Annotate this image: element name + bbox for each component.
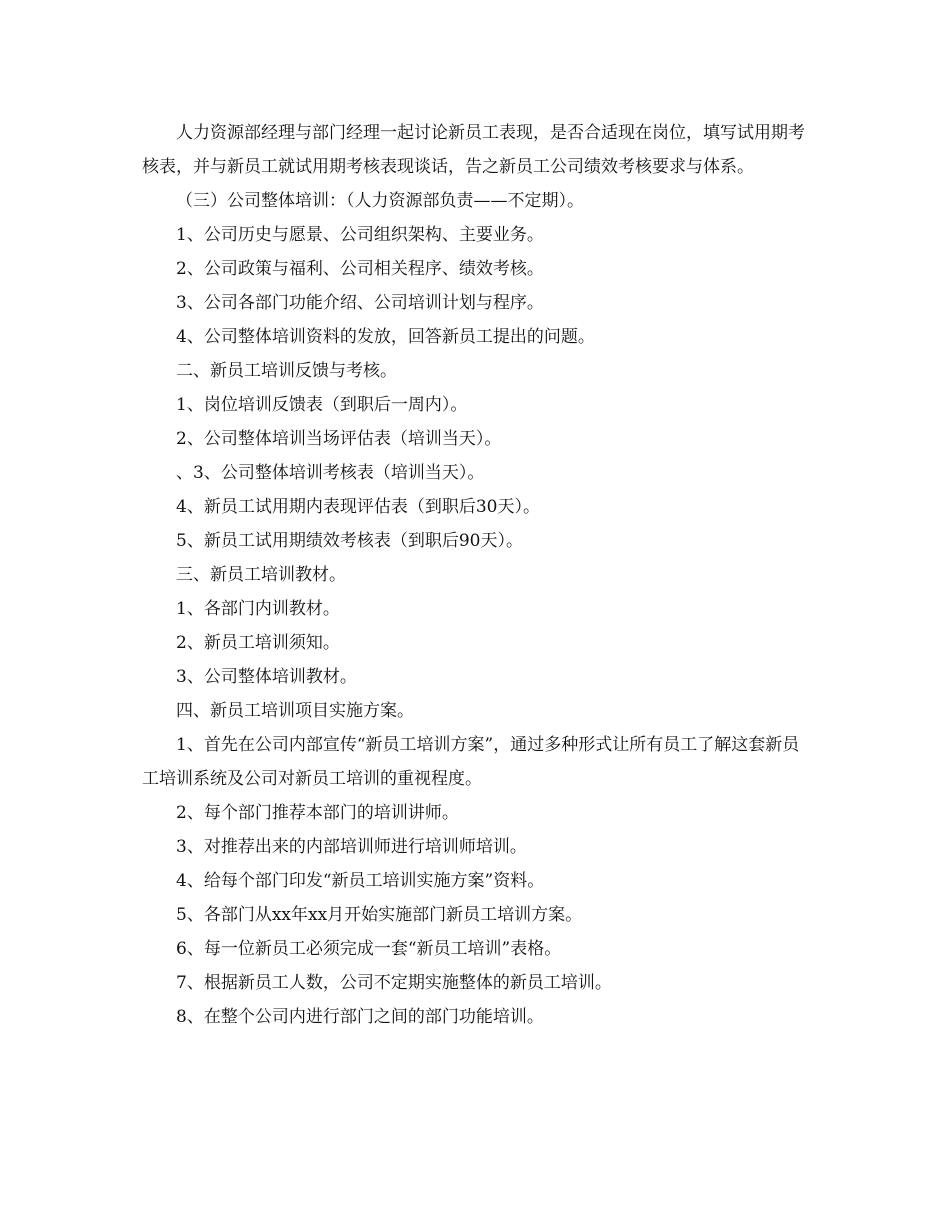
paragraph: 2、公司政策与福利、公司相关程序、绩效考核。: [176, 259, 544, 279]
paragraph: 2、每个部门推荐本部门的培训讲师。: [176, 803, 459, 823]
paragraph: 4、给每个部门印发“新员工培训实施方案”资料。: [176, 871, 545, 891]
paragraph: 3、公司整体培训教材。: [176, 667, 357, 687]
paragraph: 三、新员工培训教材。: [176, 565, 346, 585]
paragraph: 4、公司整体培训资料的发放，回答新员工提出的问题。: [176, 327, 595, 347]
paragraph: 1、岗位培训反馈表（到职后一周内）。: [176, 395, 468, 415]
paragraph: 二、新员工培训反馈与考核。: [176, 361, 397, 381]
paragraph: 1、公司历史与愿景、公司组织架构、主要业务。: [176, 225, 544, 245]
paragraph: 5、新员工试用期绩效考核表（到职后90天）。: [176, 531, 523, 551]
paragraph: 、3、公司整体培训考核表（培训当天）。: [176, 463, 485, 483]
paragraph: 2、新员工培训须知。: [176, 633, 340, 653]
document-body: [142, 116, 810, 1034]
paragraph: 8、在整个公司内进行部门之间的部门功能培训。: [176, 1007, 544, 1027]
paragraph: 四、新员工培训项目实施方案。: [176, 701, 414, 721]
paragraph: 7、根据新员工人数，公司不定期实施整体的新员工培训。: [176, 973, 612, 993]
paragraph: 3、对推荐出来的内部培训师进行培训师培训。: [176, 837, 527, 857]
paragraph: 1、各部门内训教材。: [176, 599, 340, 619]
paragraph: 人力资源部经理与部门经理一起讨论新员工表现，是否合适现在岗位，填写试用期考核表，并与新员工就试用期考核表现谈话，告之新员工公司绩效考核要求与体系。: [142, 123, 805, 177]
paragraph: 1、首先在公司内部宣传“新员工培训方案”，通过多种形式让所有员工了解这套新员工培训系统及公司对新员工培训的重视程度。: [142, 735, 800, 789]
paragraph: 6、每一位新员工必须完成一套“新员工培训”表格。: [176, 939, 562, 959]
paragraph: 2、公司整体培训当场评估表（培训当天）。: [176, 429, 502, 449]
paragraph: 3、公司各部门功能介绍、公司培训计划与程序。: [176, 293, 544, 313]
paragraph: （三）公司整体培训：（人力资源部负责——不定期）。: [176, 191, 584, 211]
paragraph: 5、各部门从xx年xx月开始实施部门新员工培训方案。: [176, 905, 583, 925]
paragraph: 4、新员工试用期内表现评估表（到职后30天）。: [176, 497, 540, 517]
